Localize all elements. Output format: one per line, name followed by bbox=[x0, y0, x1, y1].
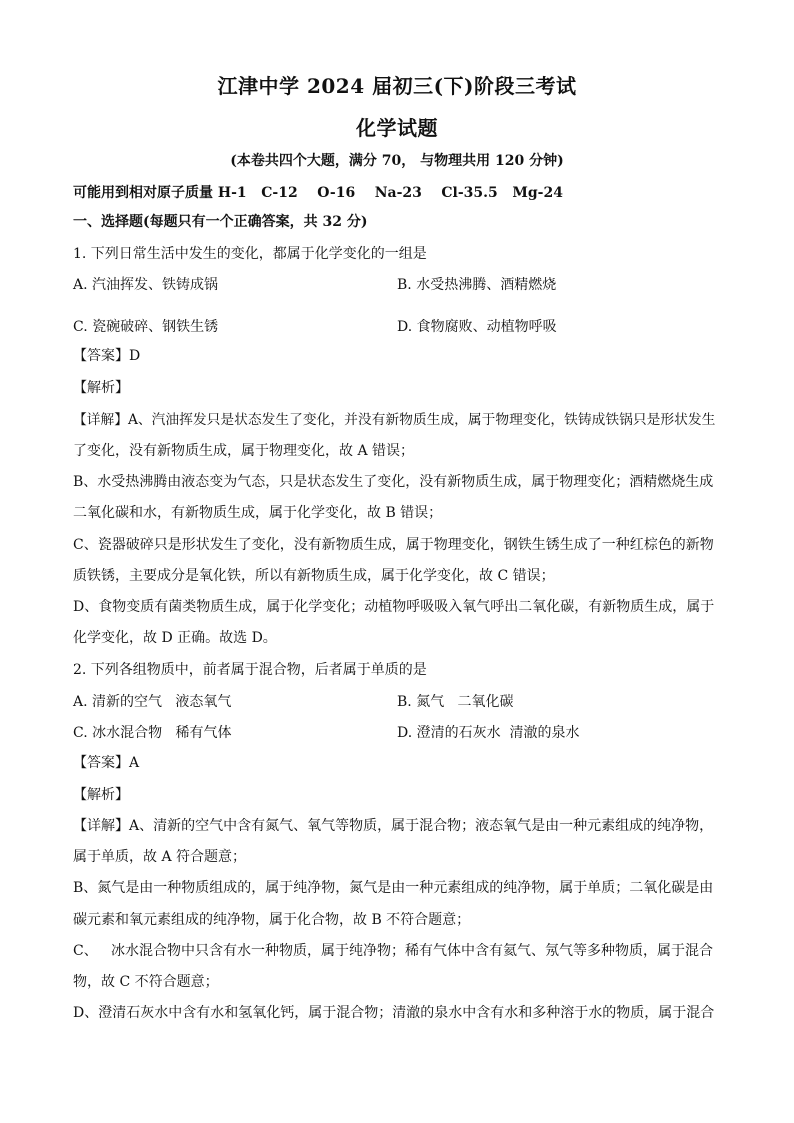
question-2-detail-line: C、 冰水混合物中只含有水一种物质，属于纯净物；稀有气体中含有氦气、氖气等多种物质，属于混合 bbox=[73, 943, 714, 959]
question-1-option-a: A. 汽油挥发、铁铸成锅 bbox=[73, 277, 219, 293]
question-2-analysis-label: 【解析】 bbox=[73, 787, 129, 803]
question-2-detail-line: D、澄清石灰水中含有水和氢氧化钙，属于混合物；清澈的泉水中含有水和多种溶于水的物质，属于混合 bbox=[73, 1005, 715, 1021]
subject-title: 化学试题 bbox=[356, 116, 438, 140]
question-1-detail-line: C、瓷器破碎只是形状发生了变化，没有新物质生成，属于物理变化，钢铁生锈生成了一种红棕色的新物 bbox=[73, 537, 714, 553]
exam-title: 江津中学 2024 届初三(下)阶段三考试 bbox=[217, 74, 577, 98]
question-2-detail-line: B、氮气是由一种物质组成的，属于纯净物，氮气是由一种元素组成的纯净物，属于单质；二氧化碳是由 bbox=[73, 880, 714, 896]
question-1-option-b: B. 水受热沸腾、酒精燃烧 bbox=[397, 277, 557, 293]
question-2-detail-line: 物，故 C 不符合题意； bbox=[73, 974, 219, 990]
question-2-detail-line: 碳元素和氧元素组成的纯净物，属于化合物，故 B 不符合题意； bbox=[73, 912, 471, 928]
question-1-detail-line: B、水受热沸腾由液态变为气态，只是状态发生了变化，没有新物质生成，属于物理变化；酒精燃烧生成 bbox=[73, 474, 714, 490]
question-1-detail-line: 化学变化，故 D 正确。故选 D。 bbox=[73, 630, 277, 646]
question-1-analysis-label: 【解析】 bbox=[73, 380, 129, 396]
question-1-detail-line: 了变化，没有新物质生成，属于物理变化，故 A 错误； bbox=[73, 443, 415, 459]
question-1-answer: 【答案】D bbox=[73, 348, 141, 364]
question-2-option-a: A. 清新的空气 液态氧气 bbox=[73, 694, 232, 710]
section-heading: 一、选择题(每题只有一个正确答案，共 32 分) bbox=[73, 214, 368, 230]
question-1-detail-line: 【详解】A、汽油挥发只是状态发生了变化，并没有新物质生成，属于物理变化，铁铸成铁锅只是形状发生 bbox=[73, 412, 716, 428]
exam-note: (本卷共四个大题，满分 70， 与物理共用 120 分钟) bbox=[230, 153, 564, 169]
question-1-detail-line: 质铁锈，主要成分是氧化铁，所以有新物质生成，属于化学变化，故 C 错误； bbox=[73, 568, 555, 584]
question-1-option-c: C. 瓷碗破碎、钢铁生锈 bbox=[73, 319, 219, 335]
question-2-detail-line: 属于单质，故 A 符合题意； bbox=[73, 849, 247, 865]
question-2-option-d: D. 澄清的石灰水 清澈的泉水 bbox=[397, 725, 580, 741]
question-1-detail-line: D、食物变质有菌类物质生成，属于化学变化；动植物呼吸吸入氧气呼出二氧化碳，有新物质生成，属于 bbox=[73, 599, 715, 615]
question-2-detail-line: 【详解】A、清新的空气中含有氮气、氧气等物质，属于混合物；液态氧气是由一种元素组成的纯净物， bbox=[73, 818, 714, 834]
question-1-stem: 1. 下列日常生活中发生的变化，都属于化学变化的一组是 bbox=[73, 246, 427, 262]
atomic-masses: 可能用到相对原子质量 H-1 C-12 O-16 Na-23 Cl-35.5 Mg-24 bbox=[73, 185, 563, 201]
question-2-stem: 2. 下列各组物质中，前者属于混合物，后者属于单质的是 bbox=[73, 662, 427, 678]
question-1-detail-line: 二氧化碳和水，有新物质生成，属于化学变化，故 B 错误； bbox=[73, 505, 443, 521]
question-2-option-c: C. 冰水混合物 稀有气体 bbox=[73, 725, 232, 741]
question-2-answer: 【答案】A bbox=[73, 755, 140, 771]
question-2-option-b: B. 氮气 二氧化碳 bbox=[397, 694, 514, 710]
question-1-option-d: D. 食物腐败、动植物呼吸 bbox=[397, 319, 557, 335]
